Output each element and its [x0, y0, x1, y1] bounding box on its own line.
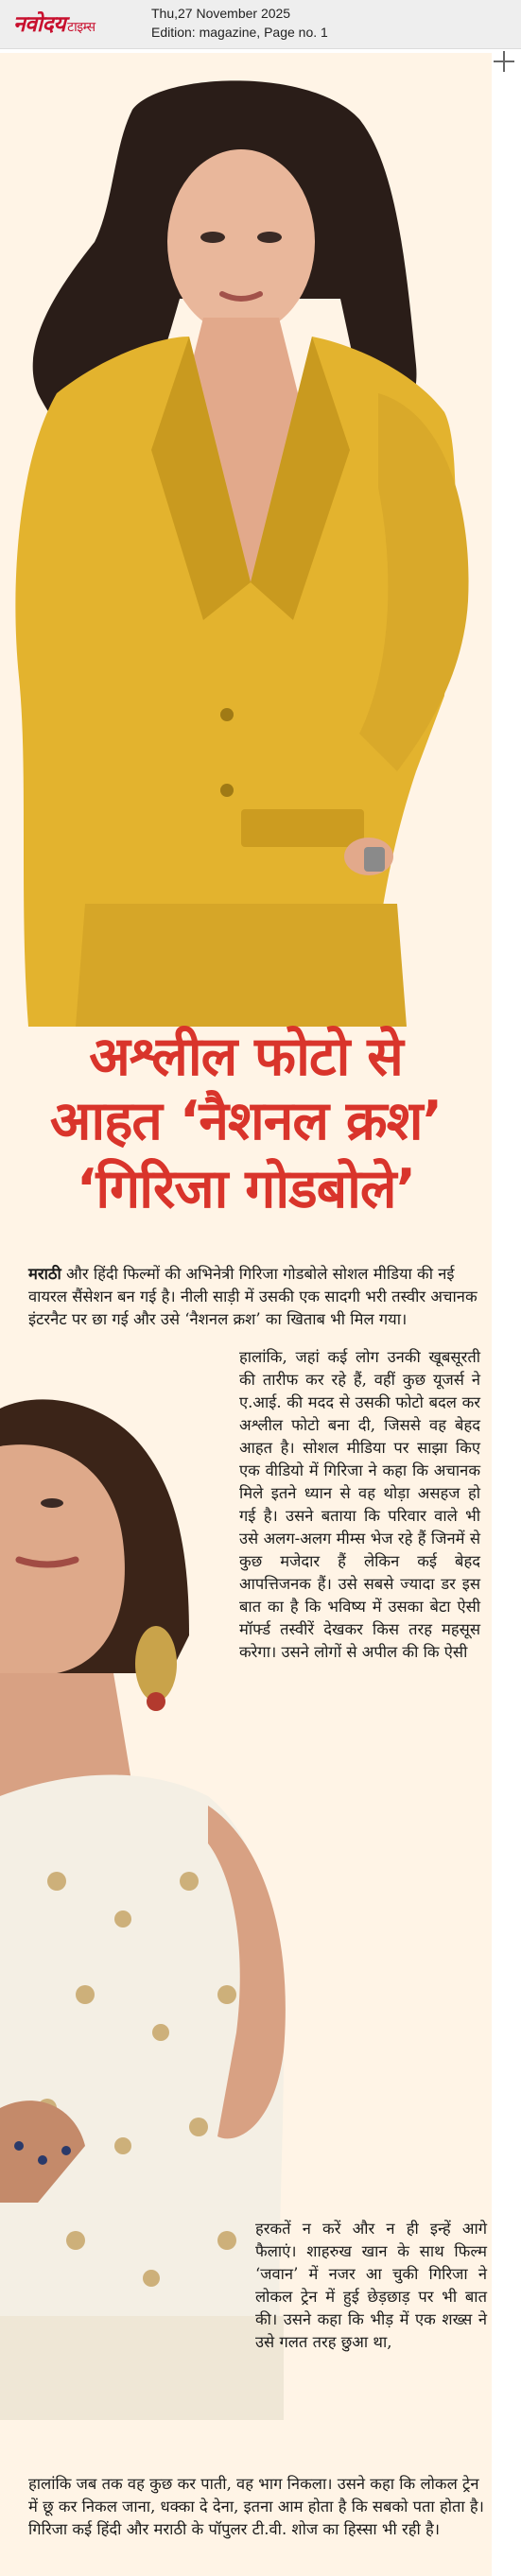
article-intro — [28, 1263, 482, 1331]
edition-date: Thu,27 November 2025 — [151, 6, 291, 21]
article-column-1: हालांकि, जहां कई लोग उनकी खूबसूरती की तारीफ कर रहे हैं, वहीं कुछ यूजर्स ने ए.आई. की मदद से उसकी फोटो बदल कर अश्लील फोटो बना दी, जिससे वह बेहद आहत है। सोशल मीडिया पर साझा किए एक वीडियो में गिरिजा ने कहा कि अचानक मिले इतने ध्यान से वह थोड़ा असहज हो गई है। उसने बताया कि परिवार वाले भी उसे अलग-अलग मीम्स भेज रहे हैं जिनमें से कुछ मजेदार हैं लेकिन कई बेहद आपत्तिजनक हैं। उसे सबसे ज्यादा डर इस बात का है कि भविष्य में उसका बेटा ऐसी मॉर्फ्ड तस्वीरें देखकर किस तरह महसूस करेगा। उसने लोगों से अपील की कि ऐसी — [239, 1348, 480, 1661]
article-outro: हालांकि जब तक वह कुछ कर पाती, वह भाग निकला। उसने कहा कि लोकल ट्रेन में छू कर निकल जाना, धक्का दे देना, इतना आम होता है कि सबको पता होता है। गिरिजा कई हिंदी और मराठी के पॉपुलर टी.वी. शोज का हिस्सा भी रही है। — [28, 2475, 484, 2538]
article-clip — [0, 53, 492, 2576]
logo-main-text: नवोदय — [13, 12, 66, 37]
actress-yellow-suit-photo — [0, 53, 492, 1027]
intro-rest: और हिंदी फिल्मों की अभिनेत्री गिरिजा गोडबोले सोशल मीडिया की नई वायरल सैंसेशन बन गई है। नीली साड़ी में उसकी एक सादगी भरी तस्वीर अचानक इंटरनैट पर छा गई और उसे ‘नैशनल क्रश’ का खिताब भी मिल गया। — [28, 1265, 478, 1328]
intro-lead: मराठी — [28, 1265, 61, 1283]
headline-line-1: अश्लील फोटो से — [89, 1026, 403, 1088]
edition-meta — [151, 4, 328, 42]
plus-icon[interactable] — [492, 49, 516, 74]
headline-line-3: ‘गिरिजा गोडबोले’ — [76, 1158, 416, 1220]
edition-header — [0, 0, 521, 49]
article-column-2: हरकतें न करें और न ही इन्हें आगे फैलाएं। शाहरुख खान के साथ फिल्म ‘जवान’ में नजर आ चुकी गिरिजा ने लोकल ट्रेन में हुई छेड़छाड़ पर भी बात की। उसने कहा कि भीड़ में एक शख्स ने उसे गलत तरह छुआ था, — [255, 2220, 487, 2351]
edition-page: Edition: magazine, Page no. 1 — [151, 25, 328, 40]
newspaper-logo[interactable] — [13, 8, 96, 38]
headline-line-2: आहत ‘नैशनल क्रश’ — [49, 1090, 443, 1152]
logo-sub-text: टाइम्स — [67, 20, 96, 35]
